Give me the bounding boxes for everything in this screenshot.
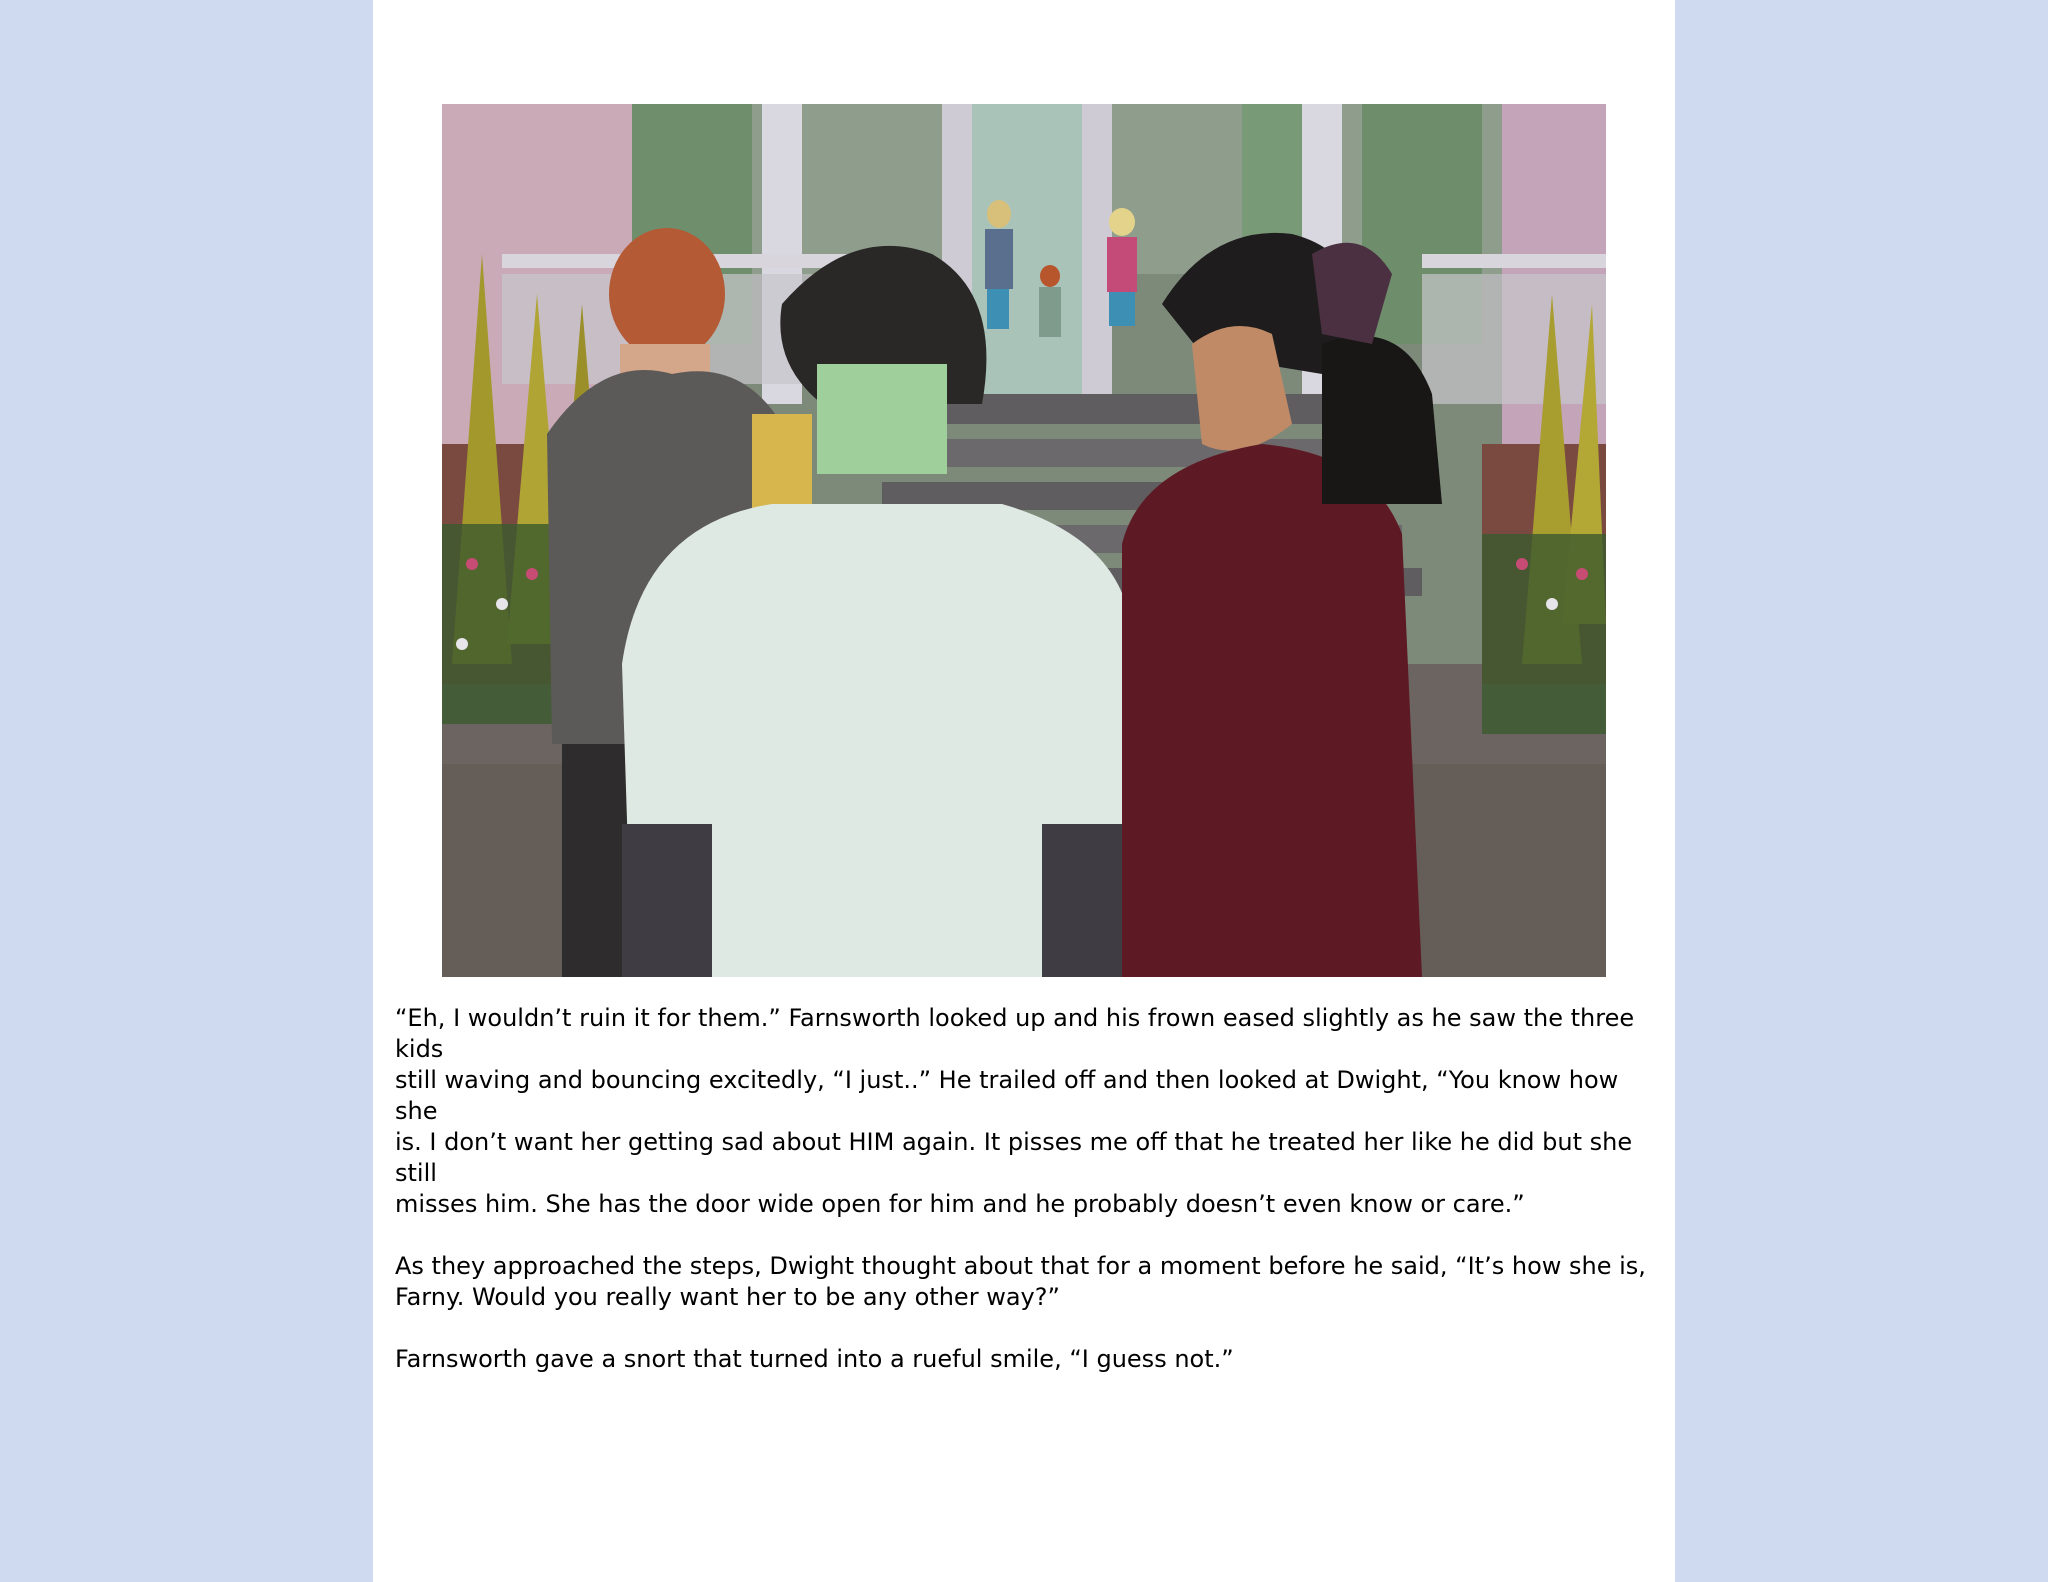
story-illustration: [442, 104, 1606, 977]
story-text: [395, 1003, 1657, 1406]
story-paragraph: “Eh, I wouldn’t ruin it for them.” Farnsworth looked up and his frown eased slightly as he saw the three kids still waving and bouncing excitedly, “I just..” He trailed off and then looked at Dwight, “You know how she is. I don’t want her getting sad about HIM again. It pisses me off that he treated her like he did but she still misses him. She has the door wide open for him and he probably doesn’t even know or care.”: [395, 1004, 1635, 1218]
story-paragraph: As they approached the steps, Dwight thought about that for a moment before he said, “It’s how she is, Farny. Would you really want her to be any other way?”: [395, 1252, 1646, 1311]
story-paragraph: Farnsworth gave a snort that turned into a rueful smile, “I guess not.”: [395, 1345, 1234, 1373]
story-page: [373, 0, 1675, 1582]
